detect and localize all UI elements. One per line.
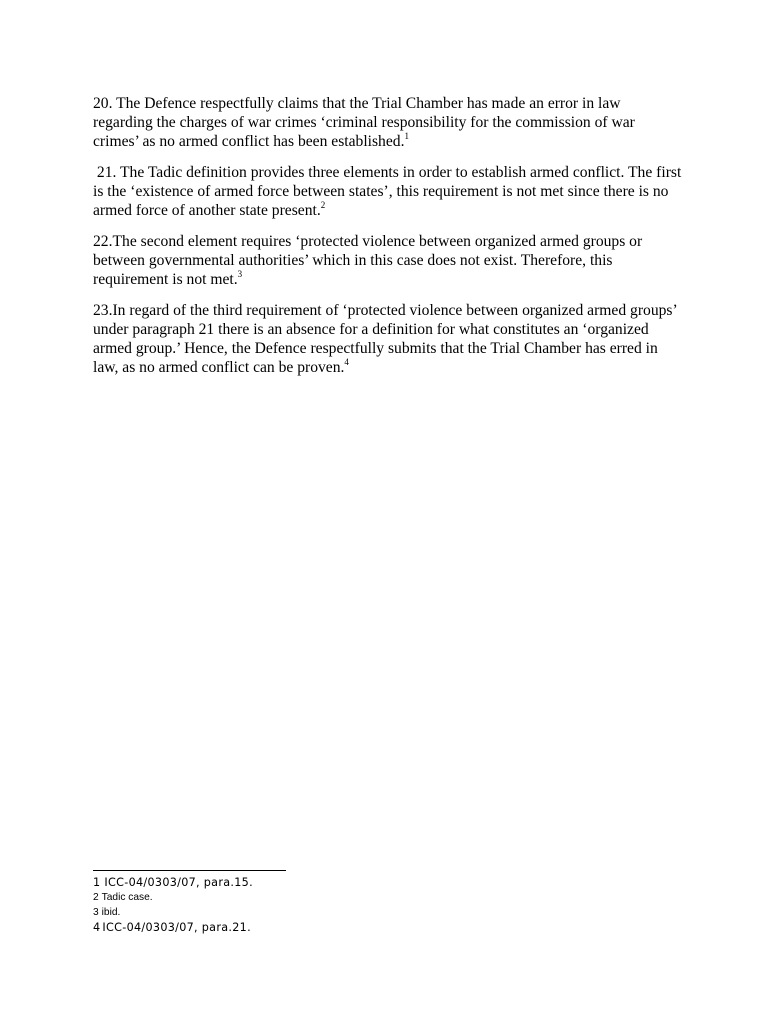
footnote-text: Tadic case. [101,892,153,903]
paragraph-text: 23.In regard of the third requirement of ‘protected violence between organized armed groups’ under paragraph 21 there is an absence for a definition for what constitutes an ‘organized armed group.’ Hence, the Defence respectfully submits that the Trial Chamber has erred in law, as no armed conflict can be proven. [93,302,677,376]
footnote-ref: 3 [237,268,243,279]
footnote-ref: 2 [320,199,326,210]
footnote-number: 4 [93,921,101,934]
footnote-ref: 4 [344,356,349,367]
footnotes-section [93,870,493,935]
footnote-text: ICC-04/0303/07, para.21. [102,921,251,934]
paragraph-20 [93,94,683,151]
footnote-number: 2 [93,892,99,903]
paragraph-21 [93,163,686,220]
paragraph-23 [93,301,683,377]
footnote-2 [93,890,493,905]
footnote-4 [93,920,493,935]
footnote-3 [93,905,493,920]
document-body [93,94,686,389]
paragraph-text: 21. The Tadic definition provides three elements in order to establish armed conflict. The first is the ‘existence of armed force between states’, this requirement is not met since there is no armed force of another state present. [93,164,686,219]
footnote-number: 3 [93,907,99,918]
paragraph-text: 20. The Defence respectfully claims that the Trial Chamber has made an error in law regarding the charges of war crimes ‘criminal responsibility for the commission of war crimes’ as no armed conflict has been established. [93,95,635,150]
footnote-text: ICC-04/0303/07, para.15. [104,876,253,889]
footnote-text: ibid. [101,907,121,918]
footnote-separator [93,870,286,871]
footnote-ref: 1 [404,130,409,141]
footnote-number: 1 [93,876,101,889]
footnote-1 [93,875,493,890]
paragraph-22 [93,232,683,289]
paragraph-text: 22.The second element requires ‘protected violence between organized armed groups or between governmental authorities’ which in this case does not exist. Therefore, this requirement is not met. [93,233,643,288]
